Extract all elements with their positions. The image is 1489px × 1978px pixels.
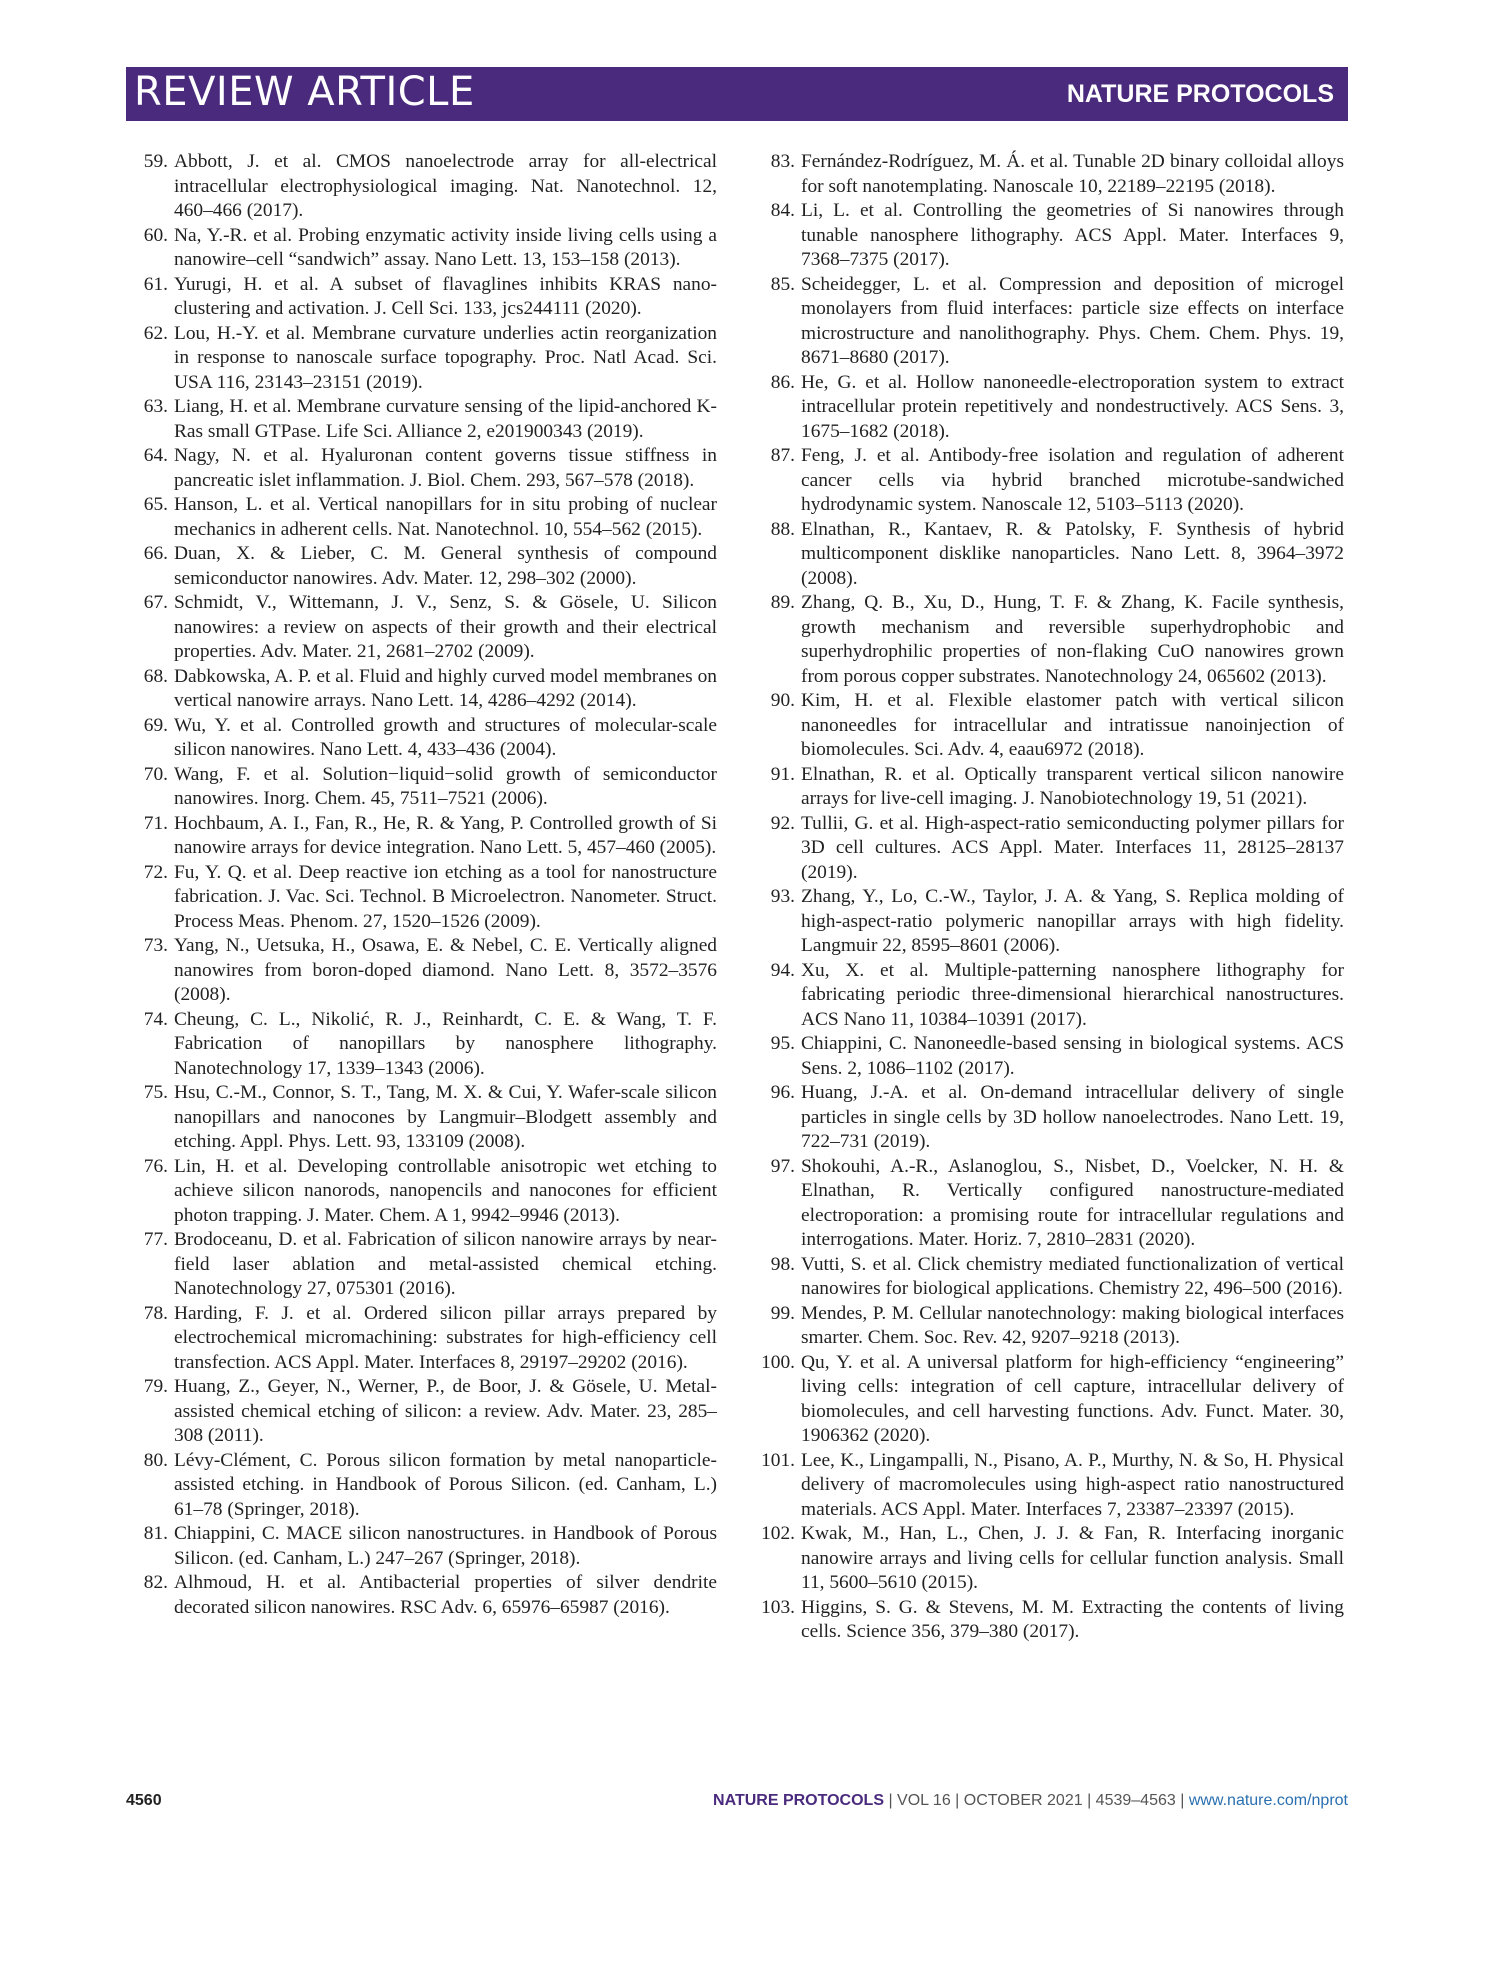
reference-item (759, 1155, 1344, 1253)
reference-text: Huang, Z., Geyer, N., Werner, P., de Boor, J. & Gösele, U. Metal-assisted chemical etching of silicon: a review. Adv. Mater. 23, 285–308 (2011). (174, 1376, 717, 1446)
reference-text: Lee, K., Lingampalli, N., Pisano, A. P., Murthy, N. & So, H. Physical delivery of macromolecules using high-aspect ratio nanostructured materials. ACS Appl. Mater. Interfaces 7, 23387–23397 (2015). (801, 1449, 1344, 1520)
reference-number: 81. (143, 1523, 168, 1544)
reference-number: 72. (143, 861, 168, 883)
reference-item (759, 959, 1344, 1033)
reference-number: 100. (761, 1351, 795, 1373)
reference-number: 84. (770, 200, 795, 221)
reference-number: 90. (770, 690, 795, 711)
reference-number: 67. (143, 592, 168, 613)
reference-item (132, 150, 717, 224)
reference-number: 82. (143, 1572, 168, 1593)
reference-item (759, 689, 1344, 763)
reference-item (132, 542, 717, 591)
reference-number: 88. (770, 518, 795, 540)
reference-number: 64. (143, 445, 168, 466)
reference-text: Wu, Y. et al. Controlled growth and structures of molecular-scale silicon nanowires. Nano Lett. 4, 433–436 (2004). (174, 714, 717, 760)
reference-text: Yurugi, H. et al. A subset of flavaglines inhibits KRAS nano-clustering and activation. J. Cell Sci. 133, jcs244111 (2020). (174, 273, 717, 319)
reference-item (759, 1032, 1344, 1081)
reference-text: Dabkowska, A. P. et al. Fluid and highly curved model membranes on vertical nanowire arrays. Nano Lett. 14, 4286–4292 (2014). (174, 665, 717, 711)
reference-number: 79. (143, 1376, 168, 1397)
reference-number: 103. (761, 1596, 795, 1618)
footer-url[interactable]: www.nature.com/nprot (1188, 1792, 1348, 1809)
reference-item (759, 763, 1344, 812)
reference-number: 61. (143, 273, 168, 295)
reference-text: Huang, J.-A. et al. On-demand intracellular delivery of single particles in single cells by 3D hollow nanoelectrodes. Nano Lett. 19, 722–731 (2019). (801, 1082, 1344, 1152)
reference-text: Harding, F. J. et al. Ordered silicon pillar arrays prepared by electrochemical micromachining: substrates for high-efficiency cell transfection. ACS Appl. Mater. Interfaces 8, 29197–29202 (2016). (174, 1302, 717, 1373)
reference-item (132, 1449, 717, 1523)
reference-number: 96. (770, 1082, 795, 1103)
reference-item (132, 1522, 717, 1571)
reference-number: 69. (143, 714, 168, 736)
reference-number: 71. (143, 812, 168, 834)
reference-text: Fernández-Rodríguez, M. Á. et al. Tunable 2D binary colloidal alloys for soft nanotemplating. Nanoscale 10, 22189–22195 (2018). (801, 151, 1344, 197)
reference-number: 97. (770, 1155, 795, 1177)
reference-text: Kim, H. et al. Flexible elastomer patch with vertical silicon nanoneedles for intracellular and intratissue nanoinjection of biomolecules. Sci. Adv. 4, eaau6972 (2018). (801, 690, 1344, 760)
reference-item (132, 444, 717, 493)
reference-item (132, 395, 717, 444)
reference-text: Feng, J. et al. Antibody-free isolation and regulation of adherent cancer cells via hybrid branched microtube-sandwiched hydrodynamic system. Nanoscale 12, 5103–5113 (2020). (801, 445, 1344, 515)
reference-text: Cheung, C. L., Nikolić, R. J., Reinhardt, C. E. & Wang, T. F. Fabrication of nanopillars by nanosphere lithography. Nanotechnology 17, 1339–1343 (2006). (174, 1008, 717, 1079)
reference-number: 93. (770, 886, 795, 907)
reference-text: Chiappini, C. Nanoneedle-based sensing in biological systems. ACS Sens. 2, 1086–1102 (2017). (801, 1033, 1344, 1079)
reference-item (759, 812, 1344, 886)
reference-number: 94. (770, 959, 795, 981)
reference-item (759, 444, 1344, 518)
reference-number: 77. (143, 1229, 168, 1250)
reference-item (759, 199, 1344, 273)
reference-item (132, 714, 717, 763)
journal-name: NATURE PROTOCOLS (1066, 80, 1334, 108)
reference-number: 76. (143, 1155, 168, 1177)
reference-item (132, 1081, 717, 1155)
reference-text: Zhang, Y., Lo, C.-W., Taylor, J. A. & Yang, S. Replica molding of high-aspect-ratio polymeric nanopillar arrays with high fidelity. Langmuir 22, 8595–8601 (2006). (801, 886, 1344, 956)
page-footer (126, 1792, 1348, 1816)
reference-number: 95. (770, 1033, 795, 1054)
footer-meta: | VOL 16 | OCTOBER 2021 | 4539–4563 | (884, 1792, 1189, 1809)
reference-number: 74. (143, 1008, 168, 1030)
page-header (126, 67, 1348, 121)
references-left-column (132, 150, 717, 1620)
reference-item (132, 224, 717, 273)
reference-text: Higgins, S. G. & Stevens, M. M. Extracting the contents of living cells. Science 356, 379–380 (2017). (801, 1596, 1344, 1642)
reference-item (132, 1302, 717, 1376)
reference-text: Scheidegger, L. et al. Compression and deposition of microgel monolayers from fluid interfaces: particle size effects on interface microstructure and nanolithography. Phys. Chem. Chem. Phys. 19, 8671–8680 (2017). (801, 273, 1344, 368)
reference-item (132, 861, 717, 935)
reference-item (759, 1522, 1344, 1596)
reference-text: Hochbaum, A. I., Fan, R., He, R. & Yang, P. Controlled growth of Si nanowire arrays for device integration. Nano Lett. 5, 457–460 (2005). (174, 812, 717, 858)
reference-number: 70. (143, 763, 168, 785)
reference-item (759, 1596, 1344, 1645)
reference-number: 83. (770, 151, 795, 172)
reference-text: Elnathan, R. et al. Optically transparent vertical silicon nanowire arrays for live-cell imaging. J. Nanobiotechnology 19, 51 (2021). (801, 763, 1344, 809)
reference-text: Hsu, C.-M., Connor, S. T., Tang, M. X. & Cui, Y. Wafer-scale silicon nanopillars and nanocones by Langmuir–Blodgett assembly and etching. Appl. Phys. Lett. 93, 133109 (2008). (174, 1082, 717, 1152)
reference-item (132, 273, 717, 322)
reference-text: Hanson, L. et al. Vertical nanopillars for in situ probing of nuclear mechanics in adherent cells. Nat. Nanotechnol. 10, 554–562 (2015). (174, 494, 717, 540)
reference-number: 65. (143, 494, 168, 515)
reference-number: 89. (770, 592, 795, 613)
reference-number: 101. (761, 1449, 795, 1471)
reference-text: Duan, X. & Lieber, C. M. General synthesis of compound semiconductor nanowires. Adv. Mater. 12, 298–302 (2000). (174, 543, 717, 589)
reference-item (132, 812, 717, 861)
reference-item (759, 1302, 1344, 1351)
reference-item (759, 1351, 1344, 1449)
reference-text: Na, Y.-R. et al. Probing enzymatic activity inside living cells using a nanowire–cell “sandwich” assay. Nano Lett. 13, 153–158 (2013). (174, 224, 717, 270)
reference-number: 59. (143, 151, 168, 172)
reference-number: 60. (143, 224, 168, 246)
references-right-column (759, 150, 1344, 1645)
reference-number: 63. (143, 396, 168, 417)
reference-number: 80. (143, 1449, 168, 1471)
reference-text: Elnathan, R., Kantaev, R. & Patolsky, F. Synthesis of hybrid multicomponent disklike nanoparticles. Nano Lett. 8, 3964–3972 (2008). (801, 518, 1344, 589)
reference-item (759, 1081, 1344, 1155)
reference-item (759, 150, 1344, 199)
reference-text: Yang, N., Uetsuka, H., Osawa, E. & Nebel, C. E. Vertically aligned nanowires from boron-doped diamond. Nano Lett. 8, 3572–3576 (2008). (174, 935, 717, 1005)
reference-item (759, 371, 1344, 445)
reference-text: Zhang, Q. B., Xu, D., Hung, T. F. & Zhang, K. Facile synthesis, growth mechanism and reversible superhydrophobic and superhydrophilic properties of non-flaking CuO nanowires grown from porous copper substrates. Nanotechnology 24, 065602 (2013). (801, 592, 1344, 687)
reference-text: Abbott, J. et al. CMOS nanoelectrode array for all-electrical intracellular electrophysiological imaging. Nat. Nanotechnol. 12, 460–466 (2017). (174, 151, 717, 221)
reference-text: Kwak, M., Han, L., Chen, J. J. & Fan, R. Interfacing inorganic nanowire arrays and living cells for cellular function analysis. Small 11, 5600–5610 (2015). (801, 1523, 1344, 1593)
reference-number: 68. (143, 665, 168, 687)
reference-text: Vutti, S. et al. Click chemistry mediated functionalization of vertical nanowires for biological applications. Chemistry 22, 496–500 (2016). (801, 1253, 1344, 1299)
reference-text: Lin, H. et al. Developing controllable anisotropic wet etching to achieve silicon nanorods, nanopencils and nanocones for efficient photon trapping. J. Mater. Chem. A 1, 9942–9946 (2013). (174, 1155, 717, 1226)
reference-text: Li, L. et al. Controlling the geometries of Si nanowires through tunable nanosphere lithography. ACS Appl. Mater. Interfaces 9, 7368–7375 (2017). (801, 200, 1344, 270)
reference-text: Fu, Y. Q. et al. Deep reactive ion etching as a tool for nanostructure fabrication. J. Vac. Sci. Technol. B Microelectron. Nanometer. Struct. Process Meas. Phenom. 27, 1520–1526 (2009). (174, 861, 717, 932)
reference-text: Lévy-Clément, C. Porous silicon formation by metal nanoparticle-assisted etching. in Handbook of Porous Silicon. (ed. Canham, L.) 61–78 (Springer, 2018). (174, 1449, 717, 1520)
reference-number: 73. (143, 935, 168, 956)
reference-text: Schmidt, V., Wittemann, J. V., Senz, S. & Gösele, U. Silicon nanowires: a review on aspects of their growth and their electrical properties. Adv. Mater. 21, 2681–2702 (2009). (174, 592, 717, 662)
page-number: 4560 (126, 1792, 162, 1809)
reference-text: Qu, Y. et al. A universal platform for high-efficiency “engineering” living cells: integration of cell capture, intracellular delivery of biomolecules, and cell harvesting functions. Adv. Funct. Mater. 30, 1906362 (2020). (801, 1351, 1344, 1446)
reference-number: 78. (143, 1302, 168, 1324)
reference-item (132, 1155, 717, 1229)
reference-number: 102. (761, 1523, 795, 1544)
reference-number: 87. (770, 445, 795, 466)
reference-item (132, 665, 717, 714)
reference-number: 99. (770, 1302, 795, 1324)
reference-item (132, 1008, 717, 1082)
reference-text: Liang, H. et al. Membrane curvature sensing of the lipid-anchored K-Ras small GTPase. Life Sci. Alliance 2, e201900343 (2019). (174, 396, 717, 442)
reference-text: He, G. et al. Hollow nanoneedle-electroporation system to extract intracellular protein repetitively and nondestructively. ACS Sens. 3, 1675–1682 (2018). (801, 371, 1344, 442)
reference-item (132, 1571, 717, 1620)
reference-item (132, 1375, 717, 1449)
footer-journal: NATURE PROTOCOLS (713, 1792, 884, 1809)
reference-text: Brodoceanu, D. et al. Fabrication of silicon nanowire arrays by near-field laser ablation and metal-assisted chemical etching. Nanotechnology 27, 075301 (2016). (174, 1229, 717, 1299)
reference-text: Chiappini, C. MACE silicon nanostructures. in Handbook of Porous Silicon. (ed. Canham, L.) 247–267 (Springer, 2018). (174, 1523, 717, 1569)
reference-text: Mendes, P. M. Cellular nanotechnology: making biological interfaces smarter. Chem. Soc. Rev. 42, 9207–9218 (2013). (801, 1302, 1344, 1348)
reference-text: Alhmoud, H. et al. Antibacterial properties of silver dendrite decorated silicon nanowires. RSC Adv. 6, 65976–65987 (2016). (174, 1572, 717, 1618)
reference-text: Xu, X. et al. Multiple-patterning nanosphere lithography for fabricating periodic three-dimensional hierarchical nanostructures. ACS Nano 11, 10384–10391 (2017). (801, 959, 1344, 1030)
reference-item (132, 591, 717, 665)
reference-text: Wang, F. et al. Solution−liquid−solid growth of semiconductor nanowires. Inorg. Chem. 45, 7511–7521 (2006). (174, 763, 717, 809)
reference-item (759, 1449, 1344, 1523)
reference-number: 92. (770, 812, 795, 834)
reference-text: Nagy, N. et al. Hyaluronan content governs tissue stiffness in pancreatic islet inflammation. J. Biol. Chem. 293, 567–578 (2018). (174, 445, 717, 491)
reference-number: 91. (770, 763, 795, 785)
reference-text: Shokouhi, A.-R., Aslanoglou, S., Nisbet, D., Voelcker, N. H. & Elnathan, R. Vertically configured nanostructure-mediated electroporation: a promising route for intracellular regulations and interrogations. Mater. Horiz. 7, 2810–2831 (2020). (801, 1155, 1344, 1250)
reference-item (759, 591, 1344, 689)
reference-text: Tullii, G. et al. High-aspect-ratio semiconducting polymer pillars for 3D cell cultures. ACS Appl. Mater. Interfaces 11, 28125–28137 (2019). (801, 812, 1344, 883)
reference-item (132, 322, 717, 396)
reference-item (759, 273, 1344, 371)
reference-number: 62. (143, 322, 168, 344)
reference-number: 66. (143, 543, 168, 564)
reference-number: 85. (770, 273, 795, 295)
reference-item (132, 493, 717, 542)
reference-item (759, 518, 1344, 592)
reference-number: 86. (770, 371, 795, 393)
footer-info (713, 1792, 1348, 1810)
reference-text: Lou, H.-Y. et al. Membrane curvature underlies actin reorganization in response to nanoscale surface topography. Proc. Natl Acad. Sci. USA 116, 23143–23151 (2019). (174, 322, 717, 393)
reference-number: 75. (143, 1082, 168, 1103)
reference-item (759, 1253, 1344, 1302)
reference-item (132, 763, 717, 812)
article-type: REVIEW ARTICLE (134, 69, 475, 115)
reference-item (759, 885, 1344, 959)
reference-item (132, 1228, 717, 1302)
reference-item (132, 934, 717, 1008)
reference-number: 98. (770, 1253, 795, 1275)
